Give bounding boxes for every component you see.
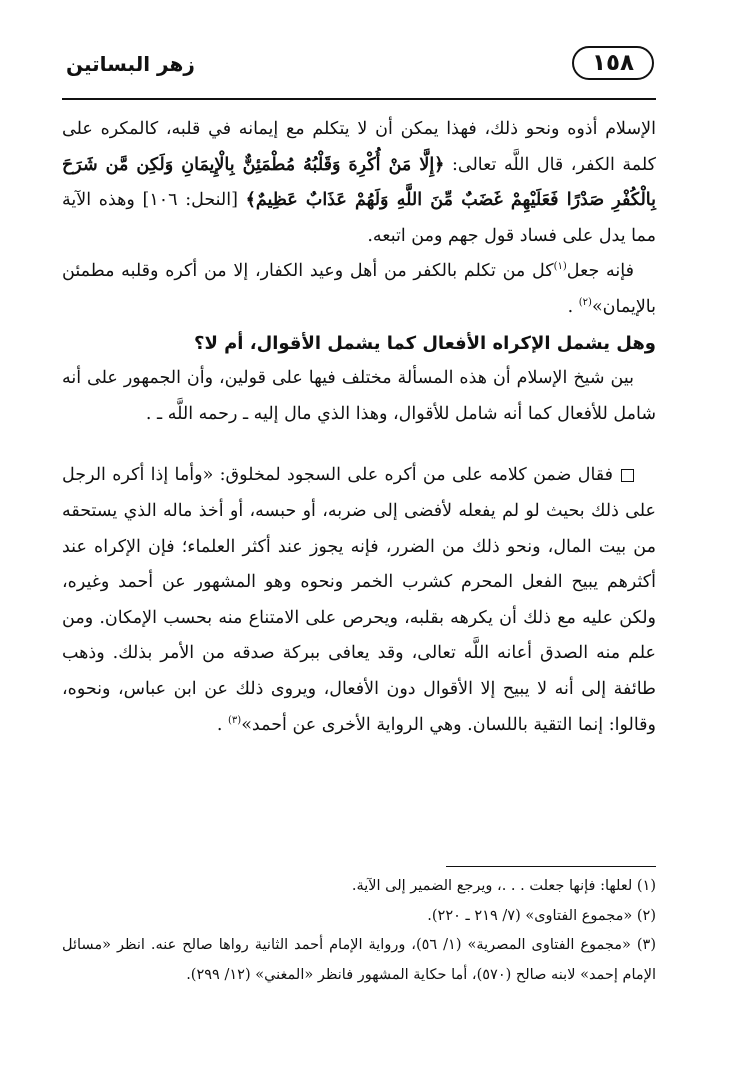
paragraph-1 [62, 112, 656, 254]
footnote-3: (٣) «مجموع الفتاوى المصرية» (١/ ٥٦)، ورواية الإمام أحمد الثانية رواها صالح عنه. انظر «مسائل الإمام إحمد» لابنه صالح (٥٧٠)، أما حكاية المشهور فانظر «المغني» (١٢/ ٢٩٩). [62, 937, 656, 983]
paragraph-gap [62, 432, 656, 458]
footnote-2: (٢) «مجموع الفتاوى» (٧/ ٢١٩ ـ ٢٢٠). [427, 907, 656, 924]
paragraph-2 [62, 254, 656, 325]
paragraph-4-end: . [216, 714, 223, 735]
main-text [62, 112, 656, 743]
paragraph-4 [62, 458, 656, 743]
footnotes [62, 872, 656, 990]
footnote-1: (١) لعلها: فإنها جعلت . . .، ويرجع الضمير إلى الآية. [351, 878, 656, 894]
paragraph-1-end: وهذه الآية مما يدل على فساد قول جهم ومن اتبعه. [62, 190, 656, 246]
paragraph-2-end: . [567, 296, 574, 317]
section-heading: وهل يشمل الإكراه الأفعال كما يشمل الأقوال، أم لا؟ [194, 332, 656, 354]
page-header [62, 40, 656, 100]
square-bullet-icon [621, 469, 634, 482]
footnote-ref-3: (٣) [228, 714, 242, 726]
running-title: زهر البساتين [66, 52, 195, 76]
footnote-divider [446, 866, 656, 867]
paragraph-1-text: الإسلام أذوه ونحو ذلك، فهذا يمكن أن لا يتكلم مع إيمانه في قلبه، كالمكره على كلمة الكفر، قال اللَّه تعالى: [62, 119, 656, 175]
verse-citation: [النحل: ١٠٦] [142, 190, 238, 211]
paragraph-4-text: فقال ضمن كلامه على من أكره على السجود لمخلوق: «وأما إذا أكره الرجل على ذلك بحيث لو لم يفعله لأفضى إلى ضربه، أو حبسه، أو أخذ ماله الذي يستحقه من بيت المال، ونحو ذلك من الضرر، فإنه يجوز عند أكثر العلماء؛ فإن الإكراه عند أكثرهم يبيح الفعل المحرم كشرب الخمر ونحوه وهو المشهور عن أحمد وغيره، ولكن عليه مع ذلك أن يكرهه بقلبه، ويحرص على الامتناع منه بحسب الإمكان. ومن علم منه الصدق أعانه اللَّه تعالى، وقد يعافى ببركة صدقه من الأمر بذلك. وذهب طائفة إلى أنه لا يبيح إلا الأقوال دون الأفعال، ويروى ذلك عن ابن عباس، ونحوه، وقالوا: إنما التقية باللسان. وهي الرواية الأخرى عن أحمد» [62, 465, 656, 735]
footnote-ref-1: (١) [553, 261, 567, 273]
paragraph-2-mid: كل من تكلم بالكفر من أهل وعيد الكفار، إلا من أكره وقلبه مطمئن بالإيمان» [62, 261, 656, 317]
paragraph-2-start: فإنه جعل [566, 261, 634, 282]
footnote-ref-2: (٢) [578, 297, 592, 309]
quran-verse: ﴿إِلَّا مَنْ أُكْرِهَ وَقَلْبُهُ مُطْمَئِنٌّ بِالْإِيمَانِ وَلَكِن مَّن شَرَحَ بِالْكُفْرِ صَدْرًا فَعَلَيْهِمْ غَضَبٌ مِّنَ اللَّهِ وَلَهُمْ عَذَابٌ عَظِيمٌ﴾ [62, 154, 656, 211]
page-number: ١٥٨ [572, 46, 654, 80]
paragraph-3: بين شيخ الإسلام أن هذه المسألة مختلف فيها على قولين، وأن الجمهور على أنه شامل للأفعال كما أنه شامل للأقوال، وهذا الذي مال إليه ـ رحمه اللَّه ـ . [62, 368, 656, 424]
